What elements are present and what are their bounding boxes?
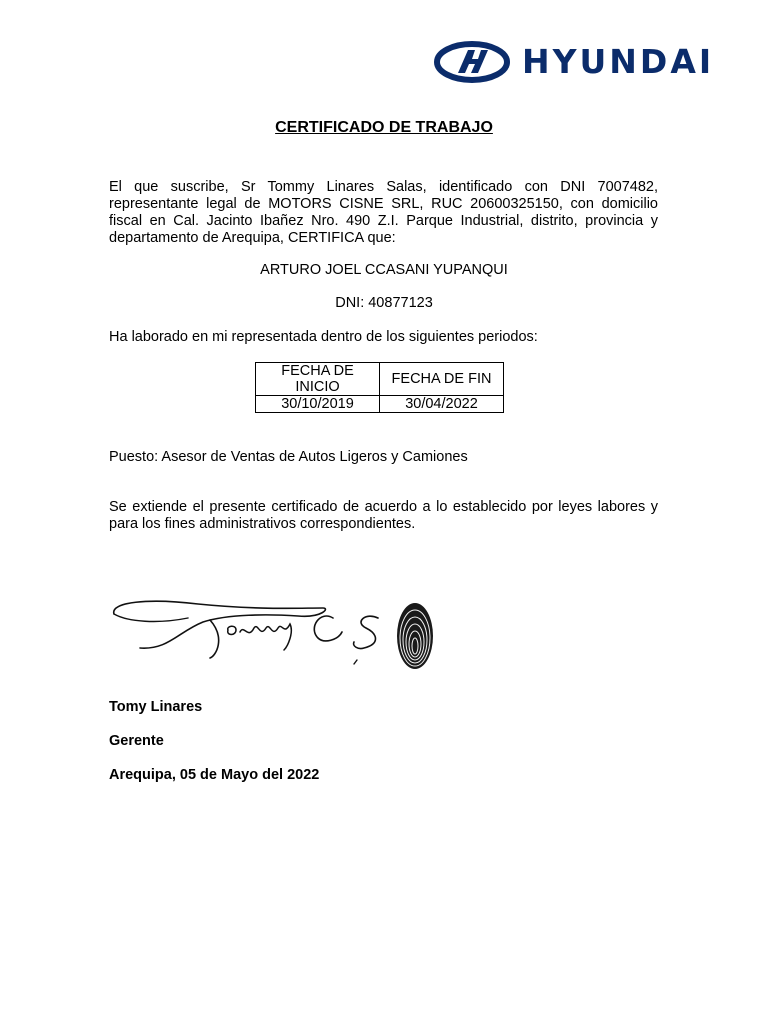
signatory-role: Gerente xyxy=(109,733,164,749)
hyundai-emblem-icon xyxy=(434,40,514,84)
table-row xyxy=(256,396,504,413)
closing-paragraph: Se extiende el presente certificado de acuerdo a lo establecido por leyes labores y para los fines administrativos correspondientes. xyxy=(109,499,658,532)
place-and-date: Arequipa, 05 de Mayo del 2022 xyxy=(109,767,320,783)
hyundai-logo xyxy=(434,40,718,84)
end-date-cell: 30/04/2022 xyxy=(380,396,504,413)
periods-table xyxy=(255,362,504,413)
periods-intro: Ha laborado en mi representada dentro de los siguientes periodos: xyxy=(109,329,538,345)
brand-wordmark: HYUNDAI xyxy=(522,42,715,81)
employee-name: ARTURO JOEL CCASANI YUPANQUI xyxy=(260,262,508,278)
start-date-header: FECHA DE INICIO xyxy=(256,363,380,396)
signatory-name: Tomy Linares xyxy=(109,699,203,715)
fingerprint-icon xyxy=(396,602,434,670)
employee-dni: DNI: 40877123 xyxy=(335,295,433,311)
start-date-cell: 30/10/2019 xyxy=(256,396,380,413)
intro-paragraph: El que suscribe, Sr Tommy Linares Salas, identificado con DNI 7007482, representante legal de MOTORS CISNE SRL, RUC 20600325150, con domicilio fiscal en Cal. Jacinto Ibañez Nro. 490 Z.I. Parque Industrial, distrito, provincia y departamento de Arequipa, CERTIFICA que: xyxy=(109,179,658,246)
document-title: CERTIFICADO DE TRABAJO xyxy=(275,119,493,136)
position-line: Puesto: Asesor de Ventas de Autos Ligeros y Camiones xyxy=(109,449,468,465)
end-date-header: FECHA DE FIN xyxy=(380,363,504,396)
table-header-row xyxy=(256,363,504,396)
